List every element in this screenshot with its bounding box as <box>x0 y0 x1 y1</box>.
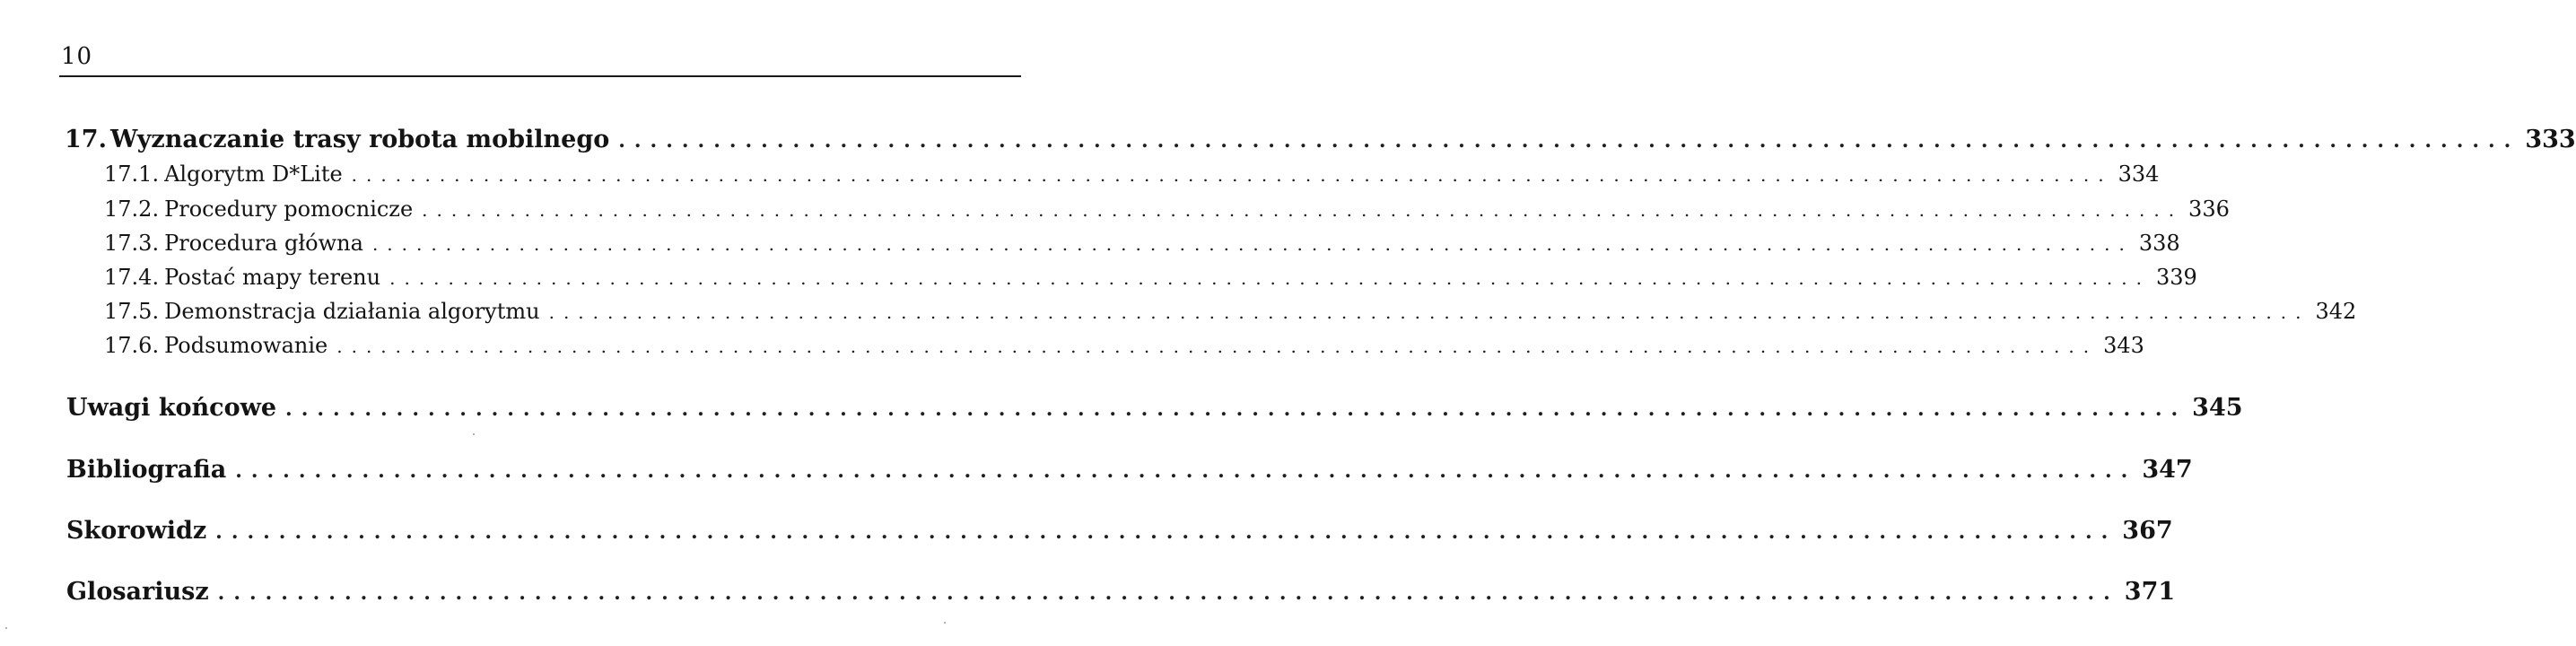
page-number: 10 <box>61 43 93 70</box>
dot-leader: ........................................................................................................................ <box>618 129 2520 153</box>
toc-section-17-1[interactable] <box>104 162 2160 188</box>
chapter-page: 333 <box>2525 126 2576 153</box>
dot-leader: ........................................................................................................................ <box>215 520 2118 544</box>
section-label <box>104 265 380 290</box>
section-title: Postać mapy terenu <box>164 265 381 290</box>
toc-section-17-4[interactable] <box>104 265 2197 291</box>
section-title: Procedury pomocnicze <box>164 196 414 222</box>
toc-entry-glosariusz[interactable] <box>66 578 2176 607</box>
dot-leader: ........................................................................................................................ <box>389 267 2151 289</box>
dot-leader: ........................................................................................................................ <box>422 199 2184 221</box>
section-number: 17.5. <box>104 299 160 324</box>
chapter-number: 17. <box>65 126 107 153</box>
dot-leader: ........................................................................................................................ <box>285 397 2187 421</box>
section-title: Procedura główna <box>164 231 363 256</box>
dot-leader: ........................................................................................................................ <box>336 336 2099 357</box>
entry-page: 367 <box>2122 517 2173 545</box>
section-page: 342 <box>2315 299 2357 324</box>
section-title: Podsumowanie <box>164 333 328 358</box>
section-number: 17.4. <box>104 265 160 290</box>
section-label <box>104 299 540 324</box>
section-label <box>104 196 413 222</box>
section-title: Algorytm D*Lite <box>164 162 343 187</box>
dot-leader: ........................................................................................................................ <box>351 164 2113 186</box>
toc-entry-uwagi-koncowe[interactable] <box>66 394 2243 423</box>
scan-speck <box>473 433 475 435</box>
section-number: 17.2. <box>104 196 160 222</box>
section-number: 17.3. <box>104 231 160 256</box>
dot-leader: ........................................................................................................................ <box>217 581 2119 605</box>
section-page: 334 <box>2118 162 2160 187</box>
header-rule <box>59 75 1021 77</box>
section-label <box>104 162 343 187</box>
entry-page: 347 <box>2142 456 2193 484</box>
entry-title: Uwagi końcowe <box>66 394 277 422</box>
section-number: 17.6. <box>104 333 160 358</box>
section-page: 343 <box>2103 333 2144 358</box>
toc-chapter-17[interactable] <box>65 126 2576 155</box>
section-page: 336 <box>2188 196 2230 222</box>
toc-section-17-2[interactable] <box>104 196 2230 223</box>
scan-speck <box>5 627 7 629</box>
scan-speck <box>944 622 946 624</box>
toc-entry-bibliografia[interactable] <box>66 456 2193 485</box>
toc-section-17-5[interactable] <box>104 299 2357 325</box>
section-label <box>104 231 363 256</box>
chapter-title: Wyznaczanie trasy robota mobilnego <box>109 126 610 153</box>
dot-leader: ........................................................................................................................ <box>548 301 2310 323</box>
toc-section-17-3[interactable] <box>104 231 2180 257</box>
entry-page: 371 <box>2124 578 2176 606</box>
section-page: 338 <box>2138 231 2180 256</box>
entry-title: Skorowidz <box>66 517 207 545</box>
toc-entry-skorowidz[interactable] <box>66 517 2173 546</box>
chapter-label <box>65 126 609 154</box>
entry-title: Bibliografia <box>66 456 227 484</box>
section-page: 339 <box>2156 265 2197 290</box>
section-label <box>104 333 327 358</box>
entry-title: Glosariusz <box>66 578 209 606</box>
dot-leader: ........................................................................................................................ <box>371 233 2134 255</box>
entry-page: 345 <box>2192 394 2243 422</box>
section-title: Demonstracja działania algorytmu <box>164 299 540 324</box>
dot-leader: ........................................................................................................................ <box>235 459 2137 483</box>
section-number: 17.1. <box>104 162 160 187</box>
toc-section-17-6[interactable] <box>104 333 2144 359</box>
